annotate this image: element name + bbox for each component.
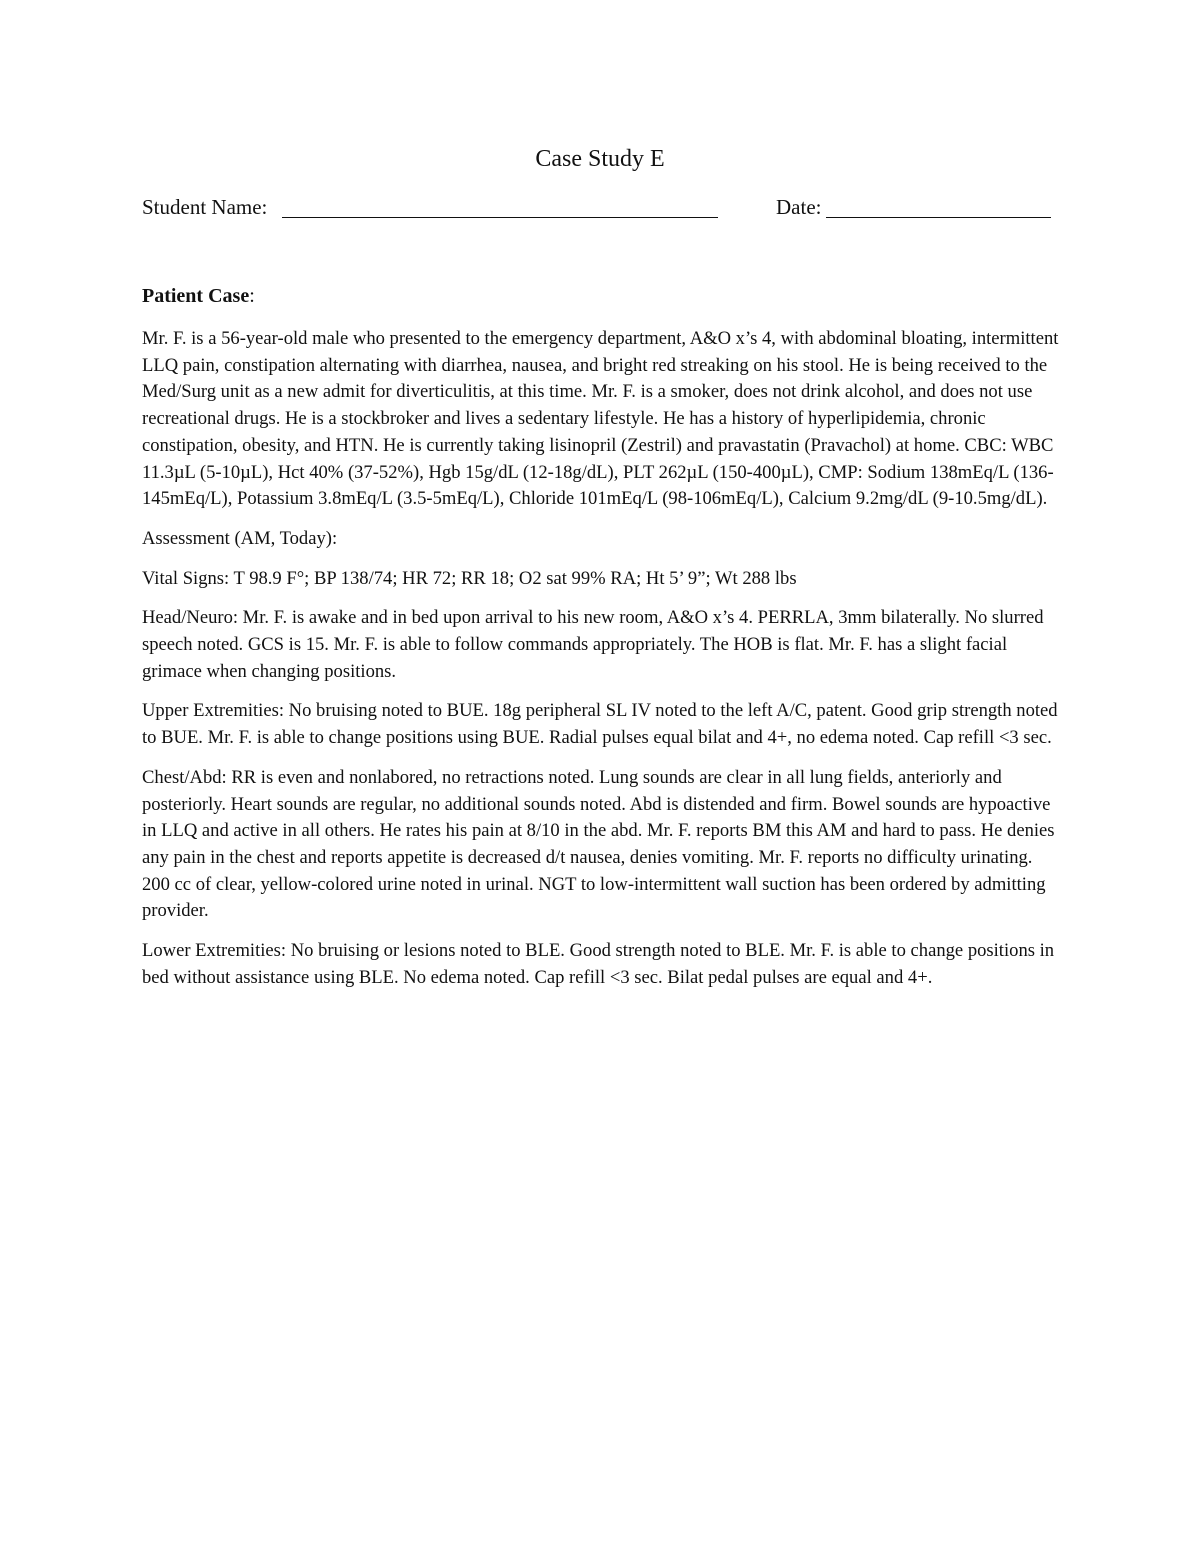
header-fields — [142, 193, 1058, 223]
case-body — [142, 326, 1060, 1004]
section-heading-colon: : — [249, 285, 255, 307]
chest-abd-paragraph: Chest/Abd: RR is even and nonlabored, no retractions noted. Lung sounds are clear in all lung fields, anteriorly and posteriorly. Heart sounds are regular, no additional sounds noted. Abd is distended and firm. Bowel sounds are hypoactive in LLQ and active in all others. He rates his pain at 8/10 in the abd. Mr. F. reports BM this AM and hard to pass. He denies any pain in the chest and reports appetite is decreased d/t nausea, denies vomiting. Mr. F. reports no difficulty urinating. 200 cc of clear, yellow-colored urine noted in urinal. NGT to low-intermittent wall suction has been ordered by admitting provider. — [142, 766, 1055, 922]
section-heading-text: Patient Case — [142, 285, 250, 307]
date-label: Date: — [776, 195, 822, 219]
assessment-heading-paragraph: Assessment (AM, Today): — [142, 527, 338, 549]
section-heading — [142, 282, 255, 310]
document-title: Case Study E — [535, 146, 665, 172]
lower-extremities-paragraph: Lower Extremities: No bruising or lesions noted to BLE. Good strength noted to BLE. Mr. F. is able to change positions in bed without assistance using BLE. No edema noted. Cap refill <3 sec. Bilat pedal pulses are equal and 4+. — [142, 940, 1055, 988]
patient-summary-paragraph: Mr. F. is a 56-year-old male who presented to the emergency department, A&O x’s 4, with abdominal bloating, intermittent LLQ pain, constipation alternating with diarrhea, nausea, and bright red streaking on his stool. He is being received to the Med/Surg unit as a new admit for diverticulitis, at this time. Mr. F. is a smoker, does not drink alcohol, and does not use recreational drugs. He is a stockbroker and lives a sedentary lifestyle. He has a history of hyperlipidemia, chronic constipation, obesity, and HTN. He is currently taking lisinopril (Zestril) and pravastatin (Pravachol) at home. CBC: WBC 11.3µL (5-10µL), Hct 40% (37-52%), Hgb 15g/dL (12-18g/dL), PLT 262µL (150-400µL), CMP: Sodium 138mEq/L (136-145mEq/L), Potassium 3.8mEq/L (3.5-5mEq/L), Chloride 101mEq/L (98-106mEq/L), Calcium 9.2mg/dL (9-10.5mg/dL). — [142, 328, 1059, 510]
head-neuro-paragraph: Head/Neuro: Mr. F. is awake and in bed upon arrival to his new room, A&O x’s 4. PERRLA, 3mm bilaterally. No slurred speech noted. GCS is 15. Mr. F. is able to follow commands appropriately. The HOB is flat. Mr. F. has a slight facial grimace when changing positions. — [142, 607, 1044, 682]
student-name-label: Student Name: — [142, 195, 268, 219]
student-name-blank[interactable] — [282, 217, 718, 218]
vital-signs-paragraph: Vital Signs: T 98.9 F°; BP 138/74; HR 72; RR 18; O2 sat 99% RA; Ht 5’ 9”; Wt 288 lbs — [142, 567, 797, 589]
date-blank[interactable] — [826, 217, 1051, 218]
upper-extremities-paragraph: Upper Extremities: No bruising noted to BUE. 18g peripheral SL IV noted to the left A/C, patent. Good grip strength noted to BUE. Mr. F. is able to change positions using BUE. Radial pulses equal bilat and 4+, no edema noted. Cap refill <3 sec. — [142, 700, 1058, 749]
